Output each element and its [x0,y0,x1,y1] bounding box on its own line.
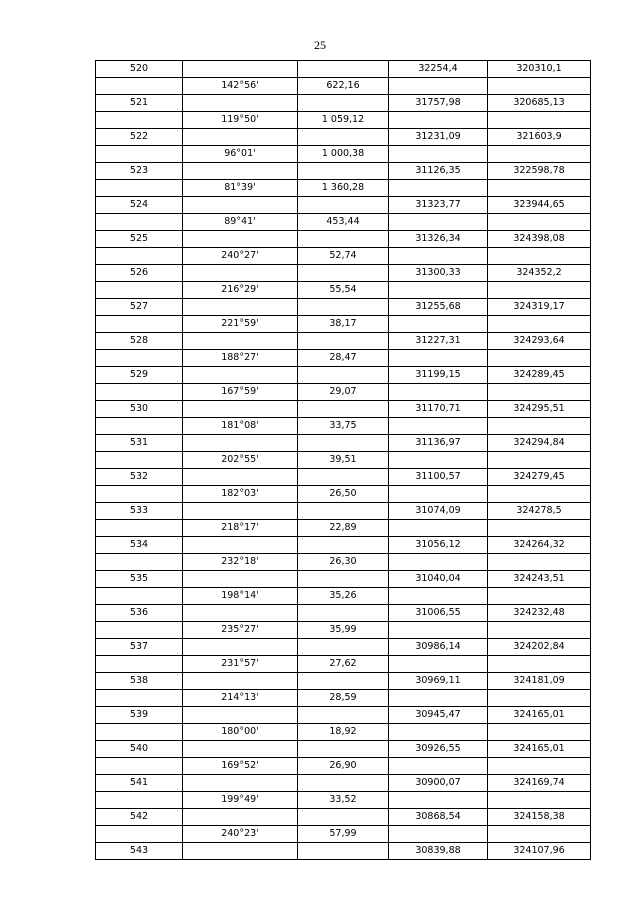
point-row [96,401,591,418]
angle-cell: 216°29' [183,282,298,299]
y-coordinate-cell: 320685,13 [488,95,591,112]
x-coordinate-cell [389,486,488,503]
point-row [96,61,591,78]
point-number-cell [96,248,183,265]
angle-cell [183,61,298,78]
point-number-cell [96,792,183,809]
point-number-cell [96,520,183,537]
y-coordinate-cell [488,656,591,673]
y-coordinate-cell: 324294,84 [488,435,591,452]
distance-cell [298,129,389,146]
distance-cell [298,401,389,418]
x-coordinate-cell: 31126,35 [389,163,488,180]
y-coordinate-cell [488,316,591,333]
y-coordinate-cell [488,248,591,265]
angle-cell: 180°00' [183,724,298,741]
x-coordinate-cell [389,588,488,605]
angle-cell [183,537,298,554]
y-coordinate-cell: 323944,65 [488,197,591,214]
x-coordinate-cell [389,656,488,673]
angle-cell [183,707,298,724]
distance-cell [298,605,389,622]
distance-cell [298,809,389,826]
point-number-cell [96,180,183,197]
y-coordinate-cell [488,78,591,95]
segment-row [96,622,591,639]
segment-row [96,690,591,707]
x-coordinate-cell: 31074,09 [389,503,488,520]
angle-cell [183,163,298,180]
angle-cell [183,231,298,248]
point-number-cell [96,146,183,163]
y-coordinate-cell: 324181,09 [488,673,591,690]
y-coordinate-cell [488,282,591,299]
angle-cell: 221°59' [183,316,298,333]
segment-row [96,486,591,503]
y-coordinate-cell [488,690,591,707]
angle-cell [183,129,298,146]
segment-row [96,418,591,435]
point-number-cell: 530 [96,401,183,418]
segment-row [96,180,591,197]
angle-cell [183,639,298,656]
point-row [96,265,591,282]
angle-cell [183,197,298,214]
x-coordinate-cell [389,622,488,639]
x-coordinate-cell [389,384,488,401]
point-number-cell [96,418,183,435]
point-row [96,571,591,588]
x-coordinate-cell [389,792,488,809]
y-coordinate-cell: 320310,1 [488,61,591,78]
x-coordinate-cell: 30969,11 [389,673,488,690]
point-number-cell: 543 [96,843,183,860]
point-number-cell: 542 [96,809,183,826]
angle-cell [183,367,298,384]
angle-cell: 188°27' [183,350,298,367]
x-coordinate-cell: 32254,4 [389,61,488,78]
y-coordinate-cell [488,180,591,197]
angle-cell [183,333,298,350]
y-coordinate-cell [488,418,591,435]
x-coordinate-cell: 31136,97 [389,435,488,452]
y-coordinate-cell [488,588,591,605]
point-row [96,333,591,350]
segment-row [96,214,591,231]
point-row [96,95,591,112]
segment-row [96,724,591,741]
point-row [96,129,591,146]
distance-cell: 52,74 [298,248,389,265]
point-number-cell: 535 [96,571,183,588]
point-row [96,299,591,316]
point-number-cell [96,384,183,401]
segment-row [96,656,591,673]
x-coordinate-cell: 31326,34 [389,231,488,248]
segment-row [96,146,591,163]
y-coordinate-cell [488,384,591,401]
distance-cell [298,707,389,724]
point-number-cell: 527 [96,299,183,316]
angle-cell: 119°50' [183,112,298,129]
angle-cell: 169°52' [183,758,298,775]
angle-cell: 181°08' [183,418,298,435]
point-number-cell: 539 [96,707,183,724]
x-coordinate-cell: 30926,55 [389,741,488,758]
point-row [96,843,591,860]
angle-cell [183,843,298,860]
angle-cell: 231°57' [183,656,298,673]
angle-cell [183,673,298,690]
distance-cell: 28,47 [298,350,389,367]
y-coordinate-cell: 321603,9 [488,129,591,146]
angle-cell: 81°39' [183,180,298,197]
y-coordinate-cell [488,758,591,775]
point-number-cell: 529 [96,367,183,384]
angle-cell [183,503,298,520]
distance-cell: 26,50 [298,486,389,503]
angle-cell: 142°56' [183,78,298,95]
point-row [96,605,591,622]
point-number-cell [96,452,183,469]
y-coordinate-cell: 324352,2 [488,265,591,282]
distance-cell [298,435,389,452]
page-number: 25 [314,38,326,52]
angle-cell [183,435,298,452]
point-row [96,809,591,826]
x-coordinate-cell [389,690,488,707]
distance-cell [298,265,389,282]
angle-cell [183,571,298,588]
y-coordinate-cell: 324165,01 [488,707,591,724]
x-coordinate-cell [389,282,488,299]
y-coordinate-cell [488,826,591,843]
distance-cell [298,537,389,554]
point-number-cell: 537 [96,639,183,656]
y-coordinate-cell: 324107,96 [488,843,591,860]
distance-cell [298,367,389,384]
x-coordinate-cell [389,350,488,367]
distance-cell [298,61,389,78]
x-coordinate-cell [389,180,488,197]
point-row [96,469,591,486]
distance-cell: 1 360,28 [298,180,389,197]
segment-row [96,350,591,367]
point-row [96,673,591,690]
segment-row [96,554,591,571]
point-number-cell: 532 [96,469,183,486]
angle-cell [183,265,298,282]
point-number-cell: 528 [96,333,183,350]
distance-cell [298,503,389,520]
distance-cell: 29,07 [298,384,389,401]
distance-cell: 18,92 [298,724,389,741]
point-number-cell: 522 [96,129,183,146]
y-coordinate-cell: 324319,17 [488,299,591,316]
point-row [96,537,591,554]
distance-cell [298,571,389,588]
x-coordinate-cell [389,316,488,333]
x-coordinate-cell [389,520,488,537]
x-coordinate-cell [389,248,488,265]
distance-cell [298,95,389,112]
distance-cell [298,741,389,758]
x-coordinate-cell [389,758,488,775]
distance-cell [298,231,389,248]
x-coordinate-cell: 31300,33 [389,265,488,282]
point-number-cell [96,282,183,299]
x-coordinate-cell: 31100,57 [389,469,488,486]
segment-row [96,112,591,129]
angle-cell [183,95,298,112]
segment-row [96,248,591,265]
angle-cell: 199°49' [183,792,298,809]
angle-cell [183,401,298,418]
x-coordinate-cell [389,826,488,843]
x-coordinate-cell [389,214,488,231]
distance-cell: 28,59 [298,690,389,707]
segment-row [96,316,591,333]
point-number-cell [96,588,183,605]
x-coordinate-cell [389,112,488,129]
y-coordinate-cell [488,350,591,367]
point-number-cell [96,316,183,333]
distance-cell [298,163,389,180]
x-coordinate-cell: 31056,12 [389,537,488,554]
point-row [96,707,591,724]
distance-cell: 1 059,12 [298,112,389,129]
segment-row [96,588,591,605]
y-coordinate-cell [488,452,591,469]
segment-row [96,520,591,537]
segment-row [96,78,591,95]
x-coordinate-cell [389,78,488,95]
y-coordinate-cell [488,486,591,503]
angle-cell [183,299,298,316]
x-coordinate-cell: 30986,14 [389,639,488,656]
distance-cell: 27,62 [298,656,389,673]
y-coordinate-cell: 324243,51 [488,571,591,588]
x-coordinate-cell: 31757,98 [389,95,488,112]
point-number-cell [96,622,183,639]
coordinates-table [95,60,591,860]
point-number-cell [96,554,183,571]
point-number-cell [96,214,183,231]
segment-row [96,452,591,469]
x-coordinate-cell: 31227,31 [389,333,488,350]
segment-row [96,282,591,299]
point-number-cell: 536 [96,605,183,622]
point-number-cell: 538 [96,673,183,690]
x-coordinate-cell [389,418,488,435]
angle-cell: 240°27' [183,248,298,265]
distance-cell: 33,52 [298,792,389,809]
point-number-cell: 533 [96,503,183,520]
x-coordinate-cell: 30839,88 [389,843,488,860]
point-row [96,741,591,758]
y-coordinate-cell: 324158,38 [488,809,591,826]
x-coordinate-cell: 31040,04 [389,571,488,588]
point-number-cell [96,112,183,129]
point-number-cell: 540 [96,741,183,758]
y-coordinate-cell: 324264,32 [488,537,591,554]
x-coordinate-cell: 30868,54 [389,809,488,826]
angle-cell: 240°23' [183,826,298,843]
distance-cell [298,333,389,350]
distance-cell: 33,75 [298,418,389,435]
x-coordinate-cell: 31231,09 [389,129,488,146]
point-row [96,163,591,180]
distance-cell: 57,99 [298,826,389,843]
x-coordinate-cell: 31255,68 [389,299,488,316]
distance-cell: 26,90 [298,758,389,775]
point-number-cell: 523 [96,163,183,180]
y-coordinate-cell: 324279,45 [488,469,591,486]
distance-cell: 26,30 [298,554,389,571]
angle-cell: 198°14' [183,588,298,605]
x-coordinate-cell: 31323,77 [389,197,488,214]
y-coordinate-cell [488,520,591,537]
y-coordinate-cell [488,554,591,571]
point-number-cell: 521 [96,95,183,112]
y-coordinate-cell [488,146,591,163]
y-coordinate-cell: 324398,08 [488,231,591,248]
angle-cell [183,469,298,486]
point-number-cell: 520 [96,61,183,78]
distance-cell [298,299,389,316]
distance-cell [298,639,389,656]
angle-cell: 202°55' [183,452,298,469]
point-number-cell [96,724,183,741]
distance-cell: 22,89 [298,520,389,537]
point-row [96,503,591,520]
point-row [96,367,591,384]
x-coordinate-cell [389,452,488,469]
x-coordinate-cell [389,554,488,571]
segment-row [96,758,591,775]
angle-cell [183,809,298,826]
distance-cell: 453,44 [298,214,389,231]
y-coordinate-cell: 324289,45 [488,367,591,384]
point-number-cell: 525 [96,231,183,248]
point-number-cell: 541 [96,775,183,792]
y-coordinate-cell [488,622,591,639]
distance-cell [298,469,389,486]
point-row [96,197,591,214]
distance-cell [298,197,389,214]
point-number-cell [96,758,183,775]
angle-cell: 96°01' [183,146,298,163]
angle-cell: 182°03' [183,486,298,503]
point-row [96,639,591,656]
distance-cell: 1 000,38 [298,146,389,163]
angle-cell: 218°17' [183,520,298,537]
angle-cell [183,775,298,792]
angle-cell: 214°13' [183,690,298,707]
x-coordinate-cell [389,146,488,163]
point-row [96,231,591,248]
point-row [96,435,591,452]
point-number-cell [96,486,183,503]
angle-cell [183,741,298,758]
distance-cell: 622,16 [298,78,389,95]
segment-row [96,826,591,843]
y-coordinate-cell: 324202,84 [488,639,591,656]
point-number-cell: 534 [96,537,183,554]
point-number-cell: 526 [96,265,183,282]
y-coordinate-cell: 324278,5 [488,503,591,520]
point-number-cell: 524 [96,197,183,214]
segment-row [96,384,591,401]
distance-cell: 55,54 [298,282,389,299]
x-coordinate-cell: 30945,47 [389,707,488,724]
x-coordinate-cell: 30900,07 [389,775,488,792]
distance-cell [298,775,389,792]
x-coordinate-cell [389,724,488,741]
y-coordinate-cell: 324295,51 [488,401,591,418]
point-number-cell [96,690,183,707]
point-row [96,775,591,792]
segment-row [96,792,591,809]
y-coordinate-cell: 324169,74 [488,775,591,792]
coordinates-table-body [96,61,591,860]
point-number-cell [96,78,183,95]
distance-cell [298,843,389,860]
angle-cell: 235°27' [183,622,298,639]
y-coordinate-cell: 322598,78 [488,163,591,180]
distance-cell: 35,99 [298,622,389,639]
point-number-cell [96,656,183,673]
point-number-cell: 531 [96,435,183,452]
y-coordinate-cell: 324293,64 [488,333,591,350]
distance-cell: 39,51 [298,452,389,469]
y-coordinate-cell [488,724,591,741]
angle-cell: 89°41' [183,214,298,231]
angle-cell: 167°59' [183,384,298,401]
angle-cell [183,605,298,622]
y-coordinate-cell: 324165,01 [488,741,591,758]
y-coordinate-cell [488,214,591,231]
y-coordinate-cell [488,112,591,129]
angle-cell: 232°18' [183,554,298,571]
y-coordinate-cell: 324232,48 [488,605,591,622]
point-number-cell [96,350,183,367]
x-coordinate-cell: 31170,71 [389,401,488,418]
point-number-cell [96,826,183,843]
x-coordinate-cell: 31199,15 [389,367,488,384]
distance-cell: 35,26 [298,588,389,605]
y-coordinate-cell [488,792,591,809]
distance-cell: 38,17 [298,316,389,333]
distance-cell [298,673,389,690]
x-coordinate-cell: 31006,55 [389,605,488,622]
